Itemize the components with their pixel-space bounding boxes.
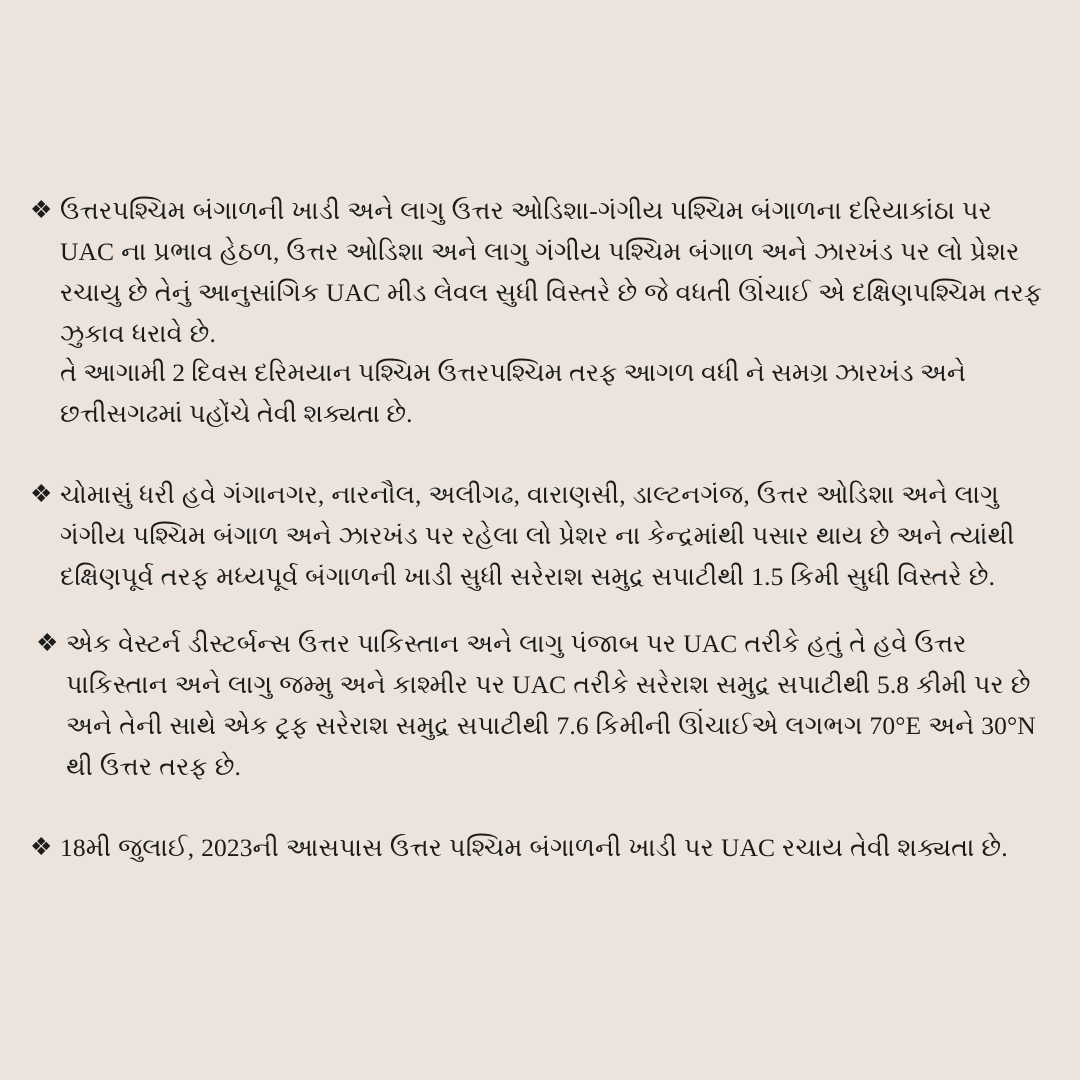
paragraph-text-2: ચોમાસું ધરી હવે ગંગાનગર, નારનૌલ, અલીગઢ, વારાણસી, ડાલ્ટનગંજ, ઉત્તર ઓડિશા અને લાગુ ગંગીય પશ્ચિમ બંગાળ અને ઝારખંડ પર રહેલા લો પ્રેશર ના કેન્દ્રમાંથી પસાર થાય છે અને ત્યાંથી દક્ષિણપૂર્વ તરફ મધ્યપૂર્વ બંગાળની ખાડી સુધી સરેરાશ સમુદ્ર સપાટીથી 1.5 કિમી સુધી વિસ્તરે છે. [60, 480, 1015, 591]
bullet-paragraph-2 [30, 474, 1044, 597]
bullet-icon: ❖ [30, 197, 53, 224]
bullet-icon: ❖ [30, 834, 53, 861]
bullet-paragraph-4 [30, 827, 1044, 868]
paragraph-text-1: ઉત્તરપશ્ચિમ બંગાળની ખાડી અને લાગુ ઉત્તર ઓડિશા-ગંગીય પશ્ચિમ બંગાળના દરિયાકાંઠા પર UAC ના પ્રભાવ હેઠળ, ઉત્તર ઓડિશા અને લાગુ ગંગીય પશ્ચિમ બંગાળ અને ઝારખંડ પર લો પ્રેશર રચાયુ છે તેનું આનુસાંગિક UAC મીડ લેવલ સુધી વિસ્તરે છે જે વધતી ઊંચાઈ એ દક્ષિણપશ્ચિમ તરફ ઝુકાવ ધરાવે છે. [60, 196, 1043, 348]
paragraph-text-4: 18મી જુલાઈ, 2023ની આસપાસ ઉત્તર પશ્ચિમ બંગાળની ખાડી પર UAC રચાય તેવી શક્યતા છે. [60, 833, 1008, 862]
bullet-paragraph-3 [30, 623, 1044, 787]
spacer-1 [30, 460, 1044, 474]
paragraph-continuation-1: તે આગામી 2 દિવસ દરિમયાન પશ્ચિમ ઉત્તરપશ્ચિમ તરફ આગળ વધી ને સમગ્ર ઝારખંડ અને છત્તીસગઢમાં પહોંચે તેવી શક્યતા છે. [60, 358, 966, 428]
bullet-paragraph-1 [30, 190, 1044, 354]
paragraph-text-3: એક વેસ્ટર્ન ડીસ્ટર્બન્સ ઉત્તર પાકિસ્તાન અને લાગુ પંજાબ પર UAC તરીકે હતું તે હવે ઉત્તર પાકિસ્તાન અને લાગુ જમ્મુ અને કાશ્મીર પર UAC તરીકે સરેરાશ સમુદ્ર સપાટીથી 5.8 કીમી પર છે અને તેની સાથે એક ટ્રફ સરેરાશ સમુદ્ર સપાટીથી 7.6 કિમીની ઊંચાઈએ લગભગ 70°E અને 30°N થી ઉત્તર તરફ છે. [66, 629, 1036, 781]
bullet-icon: ❖ [30, 481, 53, 508]
spacer-2 [30, 813, 1044, 827]
bullet-icon: ❖ [36, 630, 59, 657]
